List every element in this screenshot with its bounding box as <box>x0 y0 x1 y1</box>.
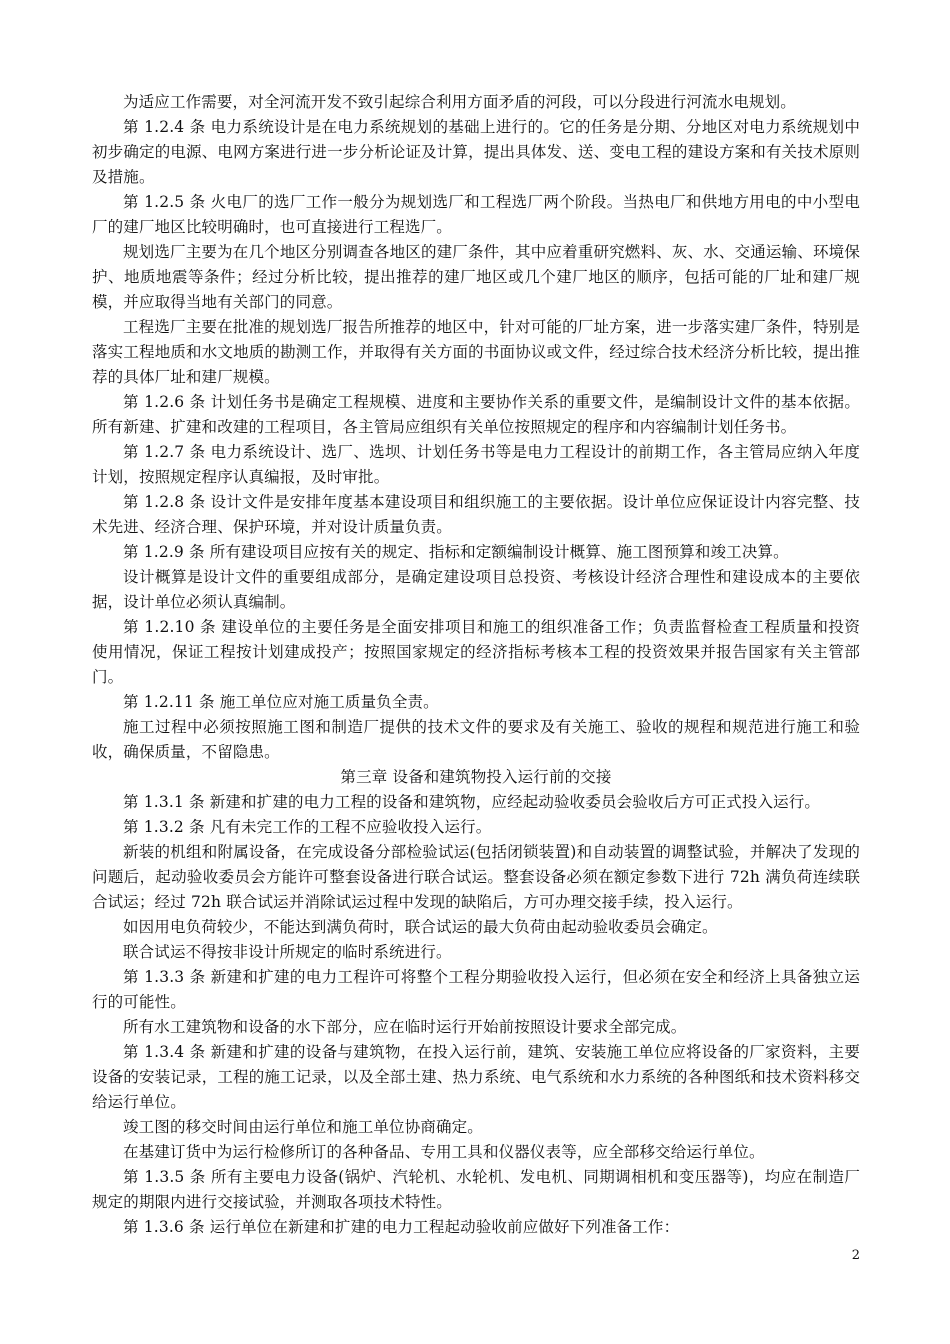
article-1-3-6: 第 1.3.6 条 运行单位在新建和扩建的电力工程起动验收前应做好下列准备工作： <box>123 1218 680 1236</box>
article-1-3-5: 第 1.3.5 条 所有主要电力设备(锅炉、汽轮机、水轮机、发电机、同期调相机和变压器等)，均应在制造厂规定的期限内进行交接试验，并测取各项技术特性。 <box>92 1168 860 1211</box>
paragraph: 新装的机组和附属设备，在完成设备分部检验试运(包括闭锁装置)和自动装置的调整试验，并解决了发现的问题后，起动验收委员会方能许可整套设备进行联合试运。整套设备必须在额定参数下进行 72h 满负荷连续联合试运；经过 72h 联合试运并消除试运过程中发现的缺陷后，方可办理交接手续，投入运行。 <box>92 843 860 911</box>
paragraph: 在基建订货中为运行检修所订的各种备品、专用工具和仪器仪表等，应全部移交给运行单位。 <box>123 1143 765 1161</box>
paragraph: 如因用电负荷较少，不能达到满负荷时，联合试运的最大负荷由起动验收委员会确定。 <box>123 918 718 936</box>
paragraph: 规划选厂主要为在几个地区分别调查各地区的建厂条件，其中应着重研究燃料、灰、水、交通运输、环境保护、地质地震等条件；经过分析比较，提出推荐的建厂地区或几个建厂地区的顺序，包括可能的厂址和建厂规模，并应取得当地有关部门的同意。 <box>92 243 860 311</box>
paragraph: 竣工图的移交时间由运行单位和施工单位协商确定。 <box>123 1118 483 1136</box>
article-1-2-10: 第 1.2.10 条 建设单位的主要任务是全面安排项目和施工的组织准备工作；负责监督检查工程质量和投资使用情况，保证工程按计划建成投产；按照国家规定的经济指标考核本工程的投资效果并报告国家有关主管部门。 <box>92 618 860 686</box>
document-page <box>92 90 860 1240</box>
paragraph: 设计概算是设计文件的重要组成部分，是确定建设项目总投资、考核设计经济合理性和建设成本的主要依据，设计单位必须认真编制。 <box>92 568 860 611</box>
page-number: 2 <box>851 1248 860 1263</box>
paragraph: 为适应工作需要，对全河流开发不致引起综合利用方面矛盾的河段，可以分段进行河流水电规划。 <box>123 93 796 111</box>
paragraph: 施工过程中必须按照施工图和制造厂提供的技术文件的要求及有关施工、验收的规程和规范进行施工和验收，确保质量，不留隐患。 <box>92 718 860 761</box>
article-1-2-9: 第 1.2.9 条 所有建设项目应按有关的规定、指标和定额编制设计概算、施工图预算和竣工决算。 <box>123 543 789 561</box>
article-1-3-1: 第 1.3.1 条 新建和扩建的电力工程的设备和建筑物，应经起动验收委员会验收后方可正式投入运行。 <box>123 793 821 811</box>
article-1-2-6: 第 1.2.6 条 计划任务书是确定工程规模、进度和主要协作关系的重要文件，是编制设计文件的基本依据。所有新建、扩建和改建的工程项目，各主管局应组织有关单位按照规定的程序和内容编制计划任务书。 <box>92 393 860 436</box>
article-1-3-4: 第 1.3.4 条 新建和扩建的设备与建筑物，在投入运行前，建筑、安装施工单位应将设备的厂家资料，主要设备的安装记录，工程的施工记录，以及全部土建、热力系统、电气系统和水力系统的各种图纸和技术资料移交给运行单位。 <box>92 1043 860 1111</box>
paragraph: 所有水工建筑物和设备的水下部分，应在临时运行开始前按照设计要求全部完成。 <box>123 1018 687 1036</box>
article-1-2-7: 第 1.2.7 条 电力系统设计、选厂、选坝、计划任务书等是电力工程设计的前期工作，各主管局应纳入年度计划，按照规定程序认真编报，及时审批。 <box>92 443 860 486</box>
article-1-2-11: 第 1.2.11 条 施工单位应对施工质量负全责。 <box>123 693 439 711</box>
article-1-3-3: 第 1.3.3 条 新建和扩建的电力工程许可将整个工程分期验收投入运行，但必须在安全和经济上具备独立运行的可能性。 <box>92 968 860 1011</box>
article-1-2-4: 第 1.2.4 条 电力系统设计是在电力系统规划的基础上进行的。它的任务是分期、分地区对电力系统规划中初步确定的电源、电网方案进行进一步分析论证及计算，提出具体发、送、变电工程的建设方案和有关技术原则及措施。 <box>92 118 860 186</box>
article-1-2-5: 第 1.2.5 条 火电厂的选厂工作一般分为规划选厂和工程选厂两个阶段。当热电厂和供地方用电的中小型电厂的建厂地区比较明确时，也可直接进行工程选厂。 <box>92 193 860 236</box>
article-1-3-2: 第 1.3.2 条 凡有未完工作的工程不应验收投入运行。 <box>123 818 492 836</box>
chapter-title: 第三章 设备和建筑物投入运行前的交接 <box>340 768 612 786</box>
paragraph: 工程选厂主要在批准的规划选厂报告所推荐的地区中，针对可能的厂址方案，进一步落实建厂条件，特别是落实工程地质和水文地质的勘测工作，并取得有关方面的书面协议或文件，经过综合技术经济分析比较，提出推荐的具体厂址和建厂规模。 <box>92 318 860 386</box>
article-1-2-8: 第 1.2.8 条 设计文件是安排年度基本建设项目和组织施工的主要依据。设计单位应保证设计内容完整、技术先进、经济合理、保护环境，并对设计质量负责。 <box>92 493 860 536</box>
paragraph: 联合试运不得按非设计所规定的临时系统进行。 <box>123 943 452 961</box>
